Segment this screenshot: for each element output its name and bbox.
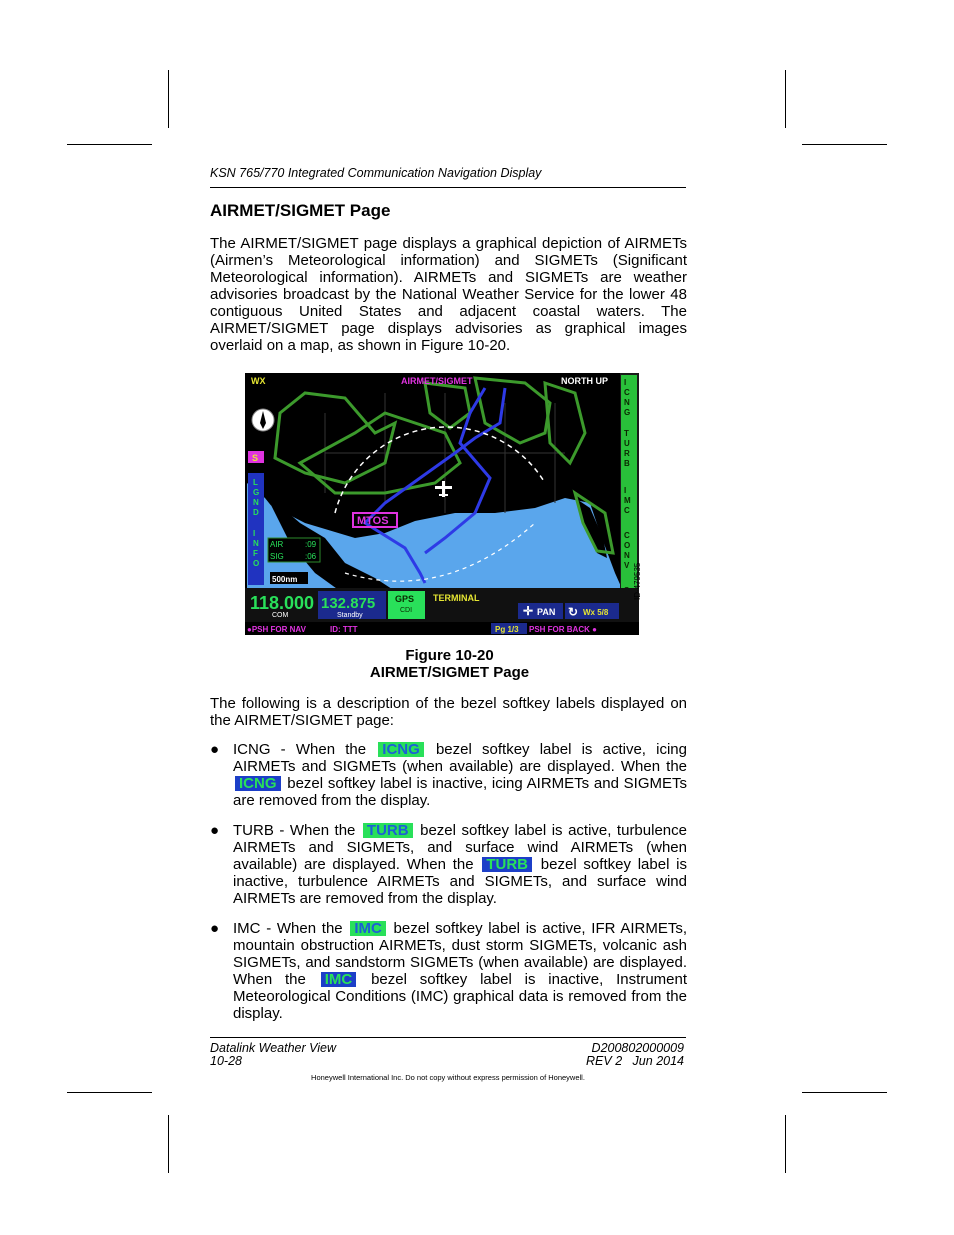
cycle-icon: ↻ — [568, 605, 579, 619]
orientation-label: NORTH UP — [561, 376, 608, 386]
id-label: ID: TTT — [330, 625, 358, 634]
cdi-label: CDI — [400, 607, 413, 614]
terminal-label: TERMINAL — [433, 593, 480, 603]
copyright-notice: Honeywell International Inc. Do not copy without express permission of Honeywell. — [311, 1073, 585, 1082]
air-value: :09 — [305, 540, 317, 549]
standby-frequency[interactable]: 132.875 — [321, 595, 376, 612]
page-title-label: AIRMET/SIGMET — [401, 376, 473, 386]
description-paragraph: The following is a description of the bezel softkey labels displayed on the AIRMET/SIGMET page: — [210, 695, 687, 729]
svg-text:U: U — [624, 439, 630, 448]
com-frequency[interactable]: 118.000 — [250, 593, 315, 613]
air-label: AIR — [270, 540, 284, 549]
turb-text-1: bezel softkey label is active, turbulence AIRMETs and SIGMETs, and surface wind AIRMETs (when available) are displayed. When the — [233, 822, 687, 873]
page-number: Pg 1/3 — [495, 625, 519, 634]
footer-page-number: 10-28 — [210, 1054, 242, 1068]
wx-label: WX — [251, 376, 266, 386]
svg-text:N: N — [253, 498, 259, 507]
bullet-marker: ● — [210, 920, 220, 937]
running-header: KSN 765/770 Integrated Communication Navigation Display — [210, 166, 542, 180]
svg-text:N: N — [253, 539, 259, 548]
figure-caption: AIRMET/SIGMET Page — [369, 664, 530, 681]
bullet-marker: ● — [210, 741, 220, 758]
svg-text:G: G — [253, 488, 260, 497]
imc-key-active: IMC — [350, 921, 386, 936]
svg-text:R: R — [624, 449, 630, 458]
footer-chapter: Datalink Weather View — [210, 1041, 336, 1055]
crop-mark — [67, 144, 152, 145]
range-label: 500nm — [272, 575, 298, 584]
gps-label: GPS — [395, 594, 415, 604]
icng-lead: ICNG ‑ When the — [233, 741, 367, 758]
turb-text-2: bezel softkey label is inactive, turbulence AIRMETs and SIGMETs, and surface wind AIRMETs are removed from the display. — [233, 856, 688, 907]
sig-value: :06 — [305, 552, 317, 561]
turb-description — [233, 822, 687, 907]
footer-rule — [210, 1037, 686, 1038]
pan-label: PAN — [537, 607, 556, 617]
intro-paragraph: The AIRMET/SIGMET page displays a graphical depiction of AIRMETs (Airmen’s Meteorological information) and SIGMETs (Significant Meteorological information). AIRMETs and SIGMETs are weather advisories broadcast by the National Weather Service for the lower 48 contiguous United States and adjacent coastal waters. The AIRMET/SIGMET page displays advisories as graphical images overlaid on a map, as shown in Figure 10‑20. — [210, 235, 687, 354]
key-conv-label[interactable]: C — [624, 531, 630, 540]
key-imc-label[interactable]: I — [624, 486, 627, 495]
sig-label: SIG — [270, 552, 284, 561]
svg-text:F: F — [253, 549, 258, 558]
key-icng-label[interactable]: I — [624, 378, 627, 387]
standby-label: Standby — [337, 612, 363, 619]
nav-prompt: ●PSH FOR NAV — [247, 625, 306, 634]
crop-mark — [168, 1115, 169, 1173]
icng-key-active: ICNG — [378, 742, 424, 757]
crop-mark — [168, 70, 169, 128]
icng-description — [233, 741, 687, 809]
svg-text:N: N — [624, 398, 630, 407]
key-info-label[interactable]: I — [253, 529, 256, 538]
icng-text-2: bezel softkey label is inactive, icing AIRMETs and SIGMETs are removed from the display. — [233, 775, 687, 809]
key-lgnd-label[interactable]: L — [253, 478, 258, 487]
footer-doc-number: D200802000009 — [591, 1041, 684, 1055]
footer-revision: REV 2 Jun 2014 — [586, 1054, 684, 1068]
svg-text:M: M — [624, 496, 631, 505]
pan-icon: ✛ — [523, 604, 534, 618]
imc-text-1: bezel softkey label is active, IFR AIRMETs, mountain obstruction AIRMETs, dust storm SIGMETs, volcanic ash SIGMETs, and sandstorm SIGMETs (when available) are displayed. When the — [233, 920, 687, 988]
icng-text-1: bezel softkey label is active, icing AIRMETs and SIGMETs (when available) are displayed. When the — [233, 741, 687, 775]
s-key-label: S — [252, 453, 259, 463]
imc-description — [233, 920, 687, 1022]
icng-key-inactive: ICNG — [235, 776, 281, 791]
section-title: AIRMET/SIGMET Page — [210, 201, 391, 220]
com-label: COM — [272, 612, 289, 619]
crop-mark — [785, 70, 786, 128]
back-prompt: PSH FOR BACK ● — [529, 625, 597, 634]
svg-text:C: C — [624, 388, 630, 397]
svg-text:O: O — [253, 559, 260, 568]
svg-text:O: O — [624, 541, 631, 550]
imc-key-inactive: IMC — [321, 972, 357, 987]
svg-text:C: C — [624, 506, 630, 515]
svg-text:D: D — [253, 508, 259, 517]
figure-number: Figure 10‑20 — [405, 647, 494, 664]
crop-mark — [785, 1115, 786, 1173]
header-rule — [210, 187, 686, 188]
airmet-sigmet-screenshot — [245, 373, 639, 635]
imc-text-2: bezel softkey label is inactive, Instrument Meteorological Conditions (IMC) graphical data is removed from the display. — [233, 971, 688, 1022]
svg-text:G: G — [624, 408, 631, 417]
key-turb-label[interactable]: T — [624, 429, 629, 438]
crop-mark — [802, 1092, 887, 1093]
wx-count-label: Wx 5/8 — [583, 608, 609, 617]
imc-lead: IMC ‑ When the — [233, 920, 343, 937]
mtos-label: MTOS — [357, 515, 389, 527]
svg-text:N: N — [624, 551, 630, 560]
turb-lead: TURB ‑ When the — [233, 822, 356, 839]
svg-text:B: B — [624, 459, 630, 468]
bullet-marker: ● — [210, 822, 220, 839]
turb-key-active: TURB — [363, 823, 413, 838]
figure-id: ID‑479535 — [633, 562, 642, 600]
crop-mark — [67, 1092, 152, 1093]
airmet-sigmet-display — [245, 373, 639, 635]
turb-key-inactive: TURB — [482, 857, 532, 872]
crop-mark — [802, 144, 887, 145]
svg-text:V: V — [624, 561, 630, 570]
